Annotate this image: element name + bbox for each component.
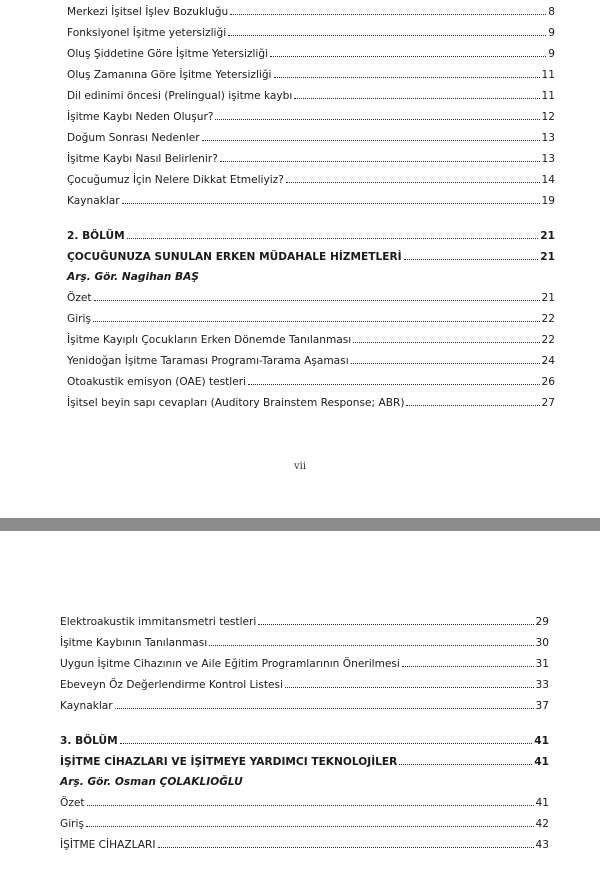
dot-leader xyxy=(353,342,539,343)
chapter-label: 2. BÖLÜM xyxy=(67,230,125,242)
entry-title: Ebeveyn Öz Değerlendirme Kontrol Listesi xyxy=(60,679,284,691)
entry-title: İşitsel beyin sapı cevapları (Auditory Brainstem Response; ABR) xyxy=(67,397,405,409)
entry-page-number: 30 xyxy=(535,637,549,649)
entry-page-number: 43 xyxy=(535,839,549,851)
toc-entry xyxy=(67,147,555,168)
dot-leader xyxy=(220,161,540,162)
entry-title: Giriş xyxy=(60,818,84,830)
toc-entry xyxy=(60,610,549,631)
toc-entry xyxy=(67,84,555,105)
entry-page-number: 11 xyxy=(541,90,555,102)
entry-title: Oluş Zamanına Göre İşitme Yetersizliği xyxy=(67,69,272,81)
entry-title: Elektroakustik immitansmetri testleri xyxy=(60,616,257,628)
entry-title: Doğum Sonrası Nedenler xyxy=(67,132,200,144)
chapter-label: 3. BÖLÜM xyxy=(60,735,118,747)
entry-page-number: 27 xyxy=(541,397,555,409)
entry-title: Özet xyxy=(67,292,92,304)
toc-entry xyxy=(67,189,555,210)
dot-leader xyxy=(248,384,539,385)
toc-entry xyxy=(67,105,555,126)
chapter-author: Arş. Gör. Nagihan BAŞ xyxy=(67,271,199,283)
entry-title: Yenidoğan İşitme Taraması Programı-Tarama Aşaması xyxy=(67,355,349,367)
chapter-heading xyxy=(60,729,549,750)
toc-entry xyxy=(67,328,555,349)
dot-leader xyxy=(115,708,534,709)
entry-title: Dil edinimi öncesi (Prelingual) işitme kaybı xyxy=(67,90,293,102)
toc-entry xyxy=(67,391,555,412)
entry-page-number: 26 xyxy=(541,376,555,388)
chapter-author: Arş. Gör. Osman ÇOLAKLIOĞLU xyxy=(60,776,243,788)
entry-title: Kaynaklar xyxy=(67,195,120,207)
chapter-title xyxy=(60,750,549,771)
entry-title: Giriş xyxy=(67,313,91,325)
chapter-title-text: ÇOCUĞUNUZA SUNULAN ERKEN MÜDAHALE HİZMETLERİ xyxy=(67,251,402,263)
dot-leader xyxy=(230,14,546,15)
dot-leader xyxy=(86,826,534,827)
spacer xyxy=(60,715,549,729)
entry-page-number: 24 xyxy=(541,355,555,367)
entry-title: İşitme Kaybı Neden Oluşur? xyxy=(67,111,214,123)
dot-leader xyxy=(406,405,539,406)
chapter-title-page-number: 41 xyxy=(534,756,549,768)
toc-entry xyxy=(67,370,555,391)
toc-entry xyxy=(67,126,555,147)
entry-title: İşitme Kayıplı Çocukların Erken Dönemde Tanılanması xyxy=(67,334,352,346)
entry-page-number: 31 xyxy=(535,658,549,670)
dot-leader xyxy=(228,35,546,36)
toc-entry xyxy=(67,42,555,63)
entry-page-number: 42 xyxy=(535,818,549,830)
page-folio: vii xyxy=(293,461,307,472)
entry-page-number: 14 xyxy=(541,174,555,186)
dot-leader xyxy=(270,56,546,57)
toc-entry xyxy=(60,631,549,652)
dot-leader xyxy=(158,847,534,848)
chapter-title-text: İŞİTME CİHAZLARI VE İŞİTMEYE YARDIMCI TEKNOLOJİLER xyxy=(60,756,398,768)
spacer xyxy=(67,210,555,224)
entry-page-number: 12 xyxy=(541,111,555,123)
toc-entry xyxy=(60,673,549,694)
dot-leader xyxy=(215,119,539,120)
entry-title: Fonksiyonel İşitme yetersizliği xyxy=(67,27,227,39)
toc-entry xyxy=(60,694,549,715)
dot-leader xyxy=(120,743,533,744)
entry-title: İşitme Kaybının Tanılanması xyxy=(60,637,208,649)
dot-leader xyxy=(127,238,539,239)
entry-page-number: 8 xyxy=(548,6,555,18)
dot-leader xyxy=(93,321,540,322)
entry-page-number: 33 xyxy=(535,679,549,691)
dot-leader xyxy=(94,300,540,301)
entry-page-number: 13 xyxy=(541,132,555,144)
toc-entry xyxy=(60,812,549,833)
toc-entry xyxy=(60,791,549,812)
entry-title: Oluş Şiddetine Göre İşitme Yetersizliği xyxy=(67,48,269,60)
dot-leader xyxy=(285,687,534,688)
toc-entry xyxy=(60,652,549,673)
dot-leader xyxy=(351,363,540,364)
entry-page-number: 13 xyxy=(541,153,555,165)
toc-entry xyxy=(67,63,555,84)
spacer xyxy=(60,531,549,610)
toc-entry xyxy=(67,349,555,370)
toc-entry xyxy=(67,0,555,21)
chapter-heading xyxy=(67,224,555,245)
chapter-title xyxy=(67,245,555,266)
dot-leader xyxy=(399,764,532,765)
dot-leader xyxy=(404,259,539,260)
dot-leader xyxy=(294,98,539,99)
toc-list xyxy=(60,531,549,854)
entry-page-number: 41 xyxy=(535,797,549,809)
toc-entry xyxy=(67,307,555,328)
chapter-title-page-number: 21 xyxy=(540,251,555,263)
toc-entry xyxy=(67,168,555,189)
entry-page-number: 9 xyxy=(548,27,555,39)
entry-title: Çocuğumuz İçin Nelere Dikkat Etmeliyiz? xyxy=(67,174,284,186)
entry-page-number: 19 xyxy=(541,195,555,207)
page-separator xyxy=(0,518,600,531)
entry-page-number: 9 xyxy=(548,48,555,60)
dot-leader xyxy=(286,182,540,183)
dot-leader xyxy=(202,140,540,141)
entry-title: İŞİTME CİHAZLARI xyxy=(60,839,156,851)
toc-list xyxy=(67,0,555,412)
toc-entry xyxy=(67,286,555,307)
entry-title: Kaynaklar xyxy=(60,700,113,712)
toc-page-next xyxy=(0,531,600,870)
entry-page-number: 11 xyxy=(541,69,555,81)
entry-title: Uygun İşitme Cihazının ve Aile Eğitim Programlarının Önerilmesi xyxy=(60,658,400,670)
dot-leader xyxy=(274,77,540,78)
entry-page-number: 22 xyxy=(541,334,555,346)
dot-leader xyxy=(87,805,534,806)
dot-leader xyxy=(258,624,533,625)
entry-page-number: 22 xyxy=(541,313,555,325)
toc-entry xyxy=(60,833,549,854)
entry-title: Otoakustik emisyon (OAE) testleri xyxy=(67,376,247,388)
entry-title: Merkezi İşitsel İşlev Bozukluğu xyxy=(67,6,229,18)
dot-leader xyxy=(209,645,533,646)
dot-leader xyxy=(402,666,534,667)
entry-title: Özet xyxy=(60,797,85,809)
chapter-page-number: 41 xyxy=(534,735,549,747)
toc-entry xyxy=(67,21,555,42)
entry-page-number: 29 xyxy=(535,616,549,628)
entry-title: İşitme Kaybı Nasıl Belirlenir? xyxy=(67,153,218,165)
chapter-page-number: 21 xyxy=(540,230,555,242)
entry-page-number: 37 xyxy=(535,700,549,712)
dot-leader xyxy=(122,203,540,204)
entry-page-number: 21 xyxy=(541,292,555,304)
